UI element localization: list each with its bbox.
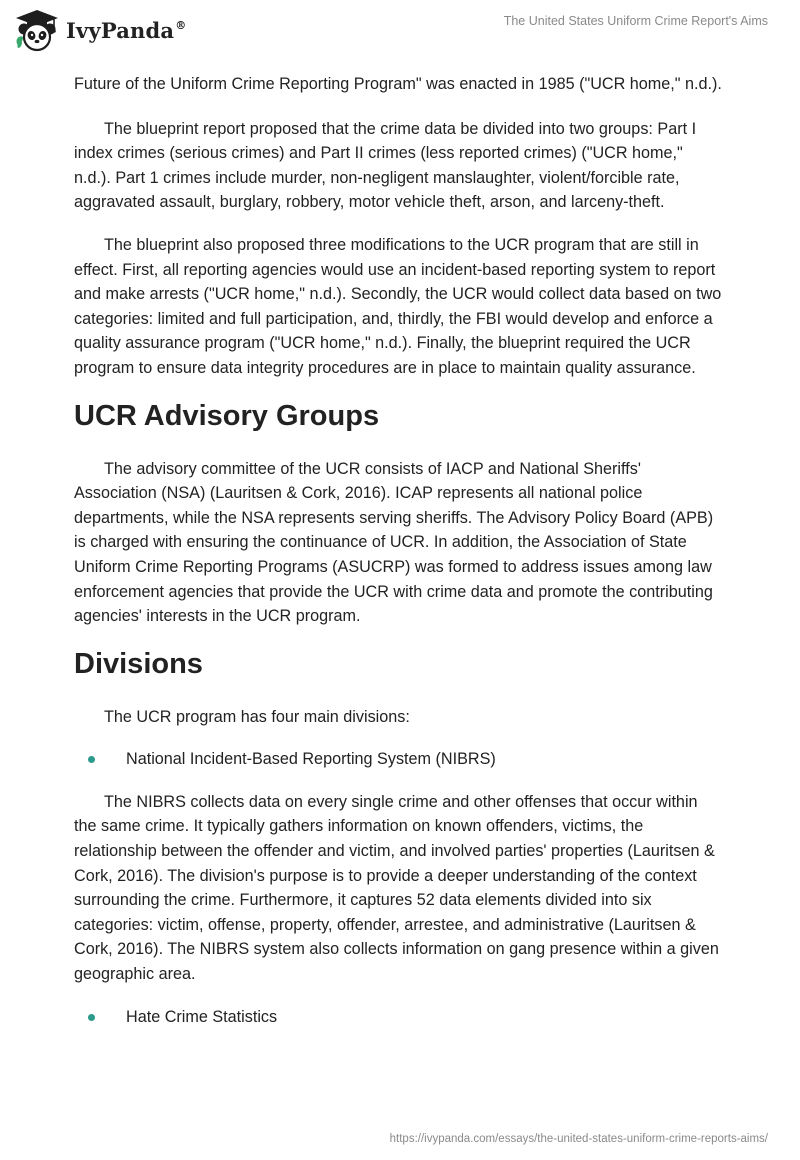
- source-url[interactable]: https://ivypanda.com/essays/the-united-states-uniform-crime-reports-aims/: [389, 1133, 768, 1145]
- blueprint-groups-paragraph: The blueprint report proposed that the crime data be divided into two groups: Part I index crimes (serious crimes) and Part II crimes (less reported crimes) ("UCR home," n.d.). Part 1 crimes include murder, non-negligent manslaughter, violent/forcible rate, aggravated assault, burglary, robbery, motor vehicle theft, arson, and larceny-theft.: [74, 119, 697, 212]
- intro-continuation-paragraph: Future of the Uniform Crime Reporting Program" was enacted in 1985 ("UCR home," n.d.).: [74, 75, 722, 93]
- page-header: [0, 0, 800, 62]
- nibrs-paragraph: The NIBRS collects data on every single crime and other offenses that occur within the same crime. It typically gathers information on known offenders, victims, the relationship between the offender and victim, and involved parties' properties (Lauritsen & Cork, 2016). The division's purpose is to provide a deeper understanding of the context surrounding the crime. Furthermore, it captures 52 data elements divided into six categories: victim, offense, property, offender, arrestee, and administrative (Lauritsen & Cork, 2016). The NIBRS system also collects information on gang presence within a given geographic area.: [74, 792, 719, 984]
- divisions-list-continued: [74, 1005, 724, 1030]
- blueprint-modifications-paragraph: The blueprint also proposed three modifications to the UCR program that are still in effect. First, all reporting agencies would use an incident-based reporting system to report and make arrests ("UCR home," n.d.). Secondly, the UCR would collect data based on two categories: limited and full participation, and, thirdly, the FBI would develop and enforce a quality assurance program ("UCR home," n.d.). Finally, the blueprint required the UCR program to ensure data integrity procedures are in place to maintain quality assurance.: [74, 235, 722, 377]
- list-item: [74, 1005, 724, 1030]
- list-item-label: National Incident-Based Reporting System (NIBRS): [126, 750, 496, 769]
- document-title: The United States Uniform Crime Report's Aims: [503, 14, 768, 28]
- divisions-intro-paragraph: The UCR program has four main divisions:: [104, 707, 410, 726]
- panda-graduate-icon: [14, 8, 60, 52]
- brand-name: IvyPanda®: [66, 17, 187, 43]
- list-item: [74, 747, 724, 772]
- list-item-label: Hate Crime Statistics: [126, 1007, 278, 1026]
- divisions-list: [74, 747, 724, 772]
- heading-divisions: Divisions: [74, 647, 203, 680]
- advisory-groups-paragraph: The advisory committee of the UCR consists of IACP and National Sheriffs' Association (NSA) (Lauritsen & Cork, 2016). ICAP represents all national police departments, while the NSA represents serving sheriffs. The Advisory Policy Board (APB) is charged with ensuring the continuance of UCR. In addition, the Association of State Uniform Crime Reporting Programs (ASUCRP) was formed to address issues among law enforcement agencies that provide the UCR with crime data and promote the contributing agencies' interests in the UCR program.: [74, 459, 714, 626]
- heading-advisory-groups: UCR Advisory Groups: [74, 399, 380, 432]
- bullet-dot-icon: [88, 756, 95, 763]
- bullet-dot-icon: [88, 1014, 95, 1021]
- ivypanda-logo[interactable]: [14, 8, 186, 52]
- essay-content: [74, 72, 724, 1047]
